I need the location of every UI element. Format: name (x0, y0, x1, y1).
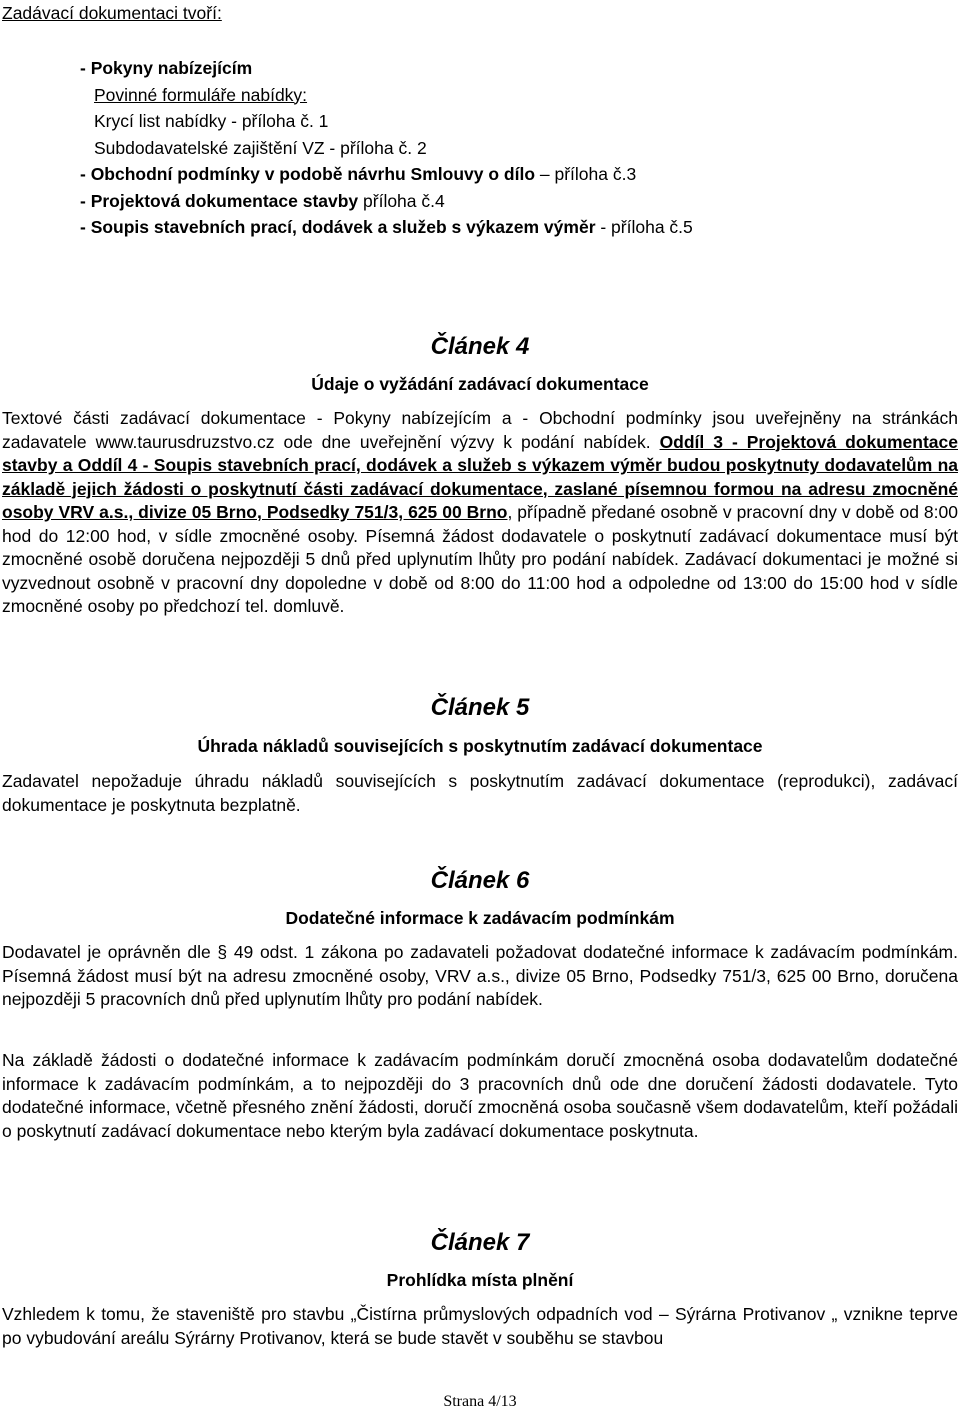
article-subtitle: Úhrada nákladů souvisejících s poskytnutím zadávací dokumentace (197, 736, 763, 756)
list-item (80, 214, 693, 241)
list-subheading: Povinné formuláře nabídky: (94, 84, 308, 105)
list-item-text: - Soupis stavebních prací, dodávek a služeb s výkazem výměr (80, 217, 596, 237)
list-subitem: Subdodavatelské zajištění VZ - příloha č. 2 (94, 137, 427, 158)
list-item-text: - Projektová dokumentace stavby (80, 190, 359, 211)
article-subtitle: Údaje o vyžádání zadávací dokumentace (311, 374, 649, 394)
article-title: Článek 5 (430, 694, 530, 721)
article-title: Článek 6 (430, 867, 530, 894)
article-paragraph: Vzhledem k tomu, že staveniště pro stavbu „Čistírna průmyslových odpadních vod – Sýrárna Protivanov „ vznikne teprve po vybudování areálu Sýrárny Protivanov, která se bude stavět v souběhu se stavbou (2, 1304, 958, 1348)
list-subitem: Krycí list nabídky - příloha č. 1 (94, 111, 329, 131)
section-heading: Zadávací dokumentaci tvoří: (2, 3, 222, 23)
article-title: Článek 7 (430, 1229, 530, 1256)
list-item-ref: příloha č.4 (358, 190, 445, 211)
article-paragraph: Na základě žádosti o dodatečné informace k zadávacím podmínkám doručí zmocněná osoba dodavatelům dodatečné informace k zadávacím podmínkám, a to nejpozději do 3 pracovních dnů ode dne doručení žádosti dodavatele. Tyto dodatečné informace, včetně přesného znění žádosti, doručí zmocněná osoba současně všem dodavatelům, kteří požádali o poskytnutí zadávací dokumentace nebo kterým byla zadávací dokumentace poskytnuta. (2, 1050, 958, 1141)
article-paragraph: Zadavatel nepožaduje úhradu nákladů souvisejících s poskytnutím zadávací dokumentace (reprodukci), zadávací dokumentace je poskytnuta bezplatně. (2, 771, 958, 815)
paragraph-emphasis: Oddíl 3 - Projektová dokumentace stavby a Oddíl 4 - Soupis stavebních prací, dodávek a služeb s výkazem výměr budou poskytnuty dodavatelům na základě jejich žádosti o poskytnutí části zadávací dokumentace, zaslané písemnou formou na adresu zmocněné osoby VRV a.s., divize 05 Brno, Podsedky 751/3, 625 00 Brno (2, 431, 958, 522)
page-number: Strana 4/13 (443, 1393, 517, 1410)
article-title: Článek 4 (430, 333, 530, 360)
article-paragraph: Dodavatel je oprávněn dle § 49 odst. 1 zákona po zadavateli požadovat dodatečné informace k zadávacím podmínkám. Písemná žádost musí být na adresu zmocněné osoby, VRV a.s., divize 05 Brno, Podsedky 751/3, 625 00 Brno, doručena nejpozději 5 pracovních dnů před uplynutím lhůty pro podání nabídek. (2, 942, 958, 1009)
article-subtitle: Dodatečné informace k zadávacím podmínkám (285, 908, 675, 928)
list-item-ref: - příloha č.5 (595, 217, 693, 237)
list-item-ref: – příloha č.3 (535, 164, 637, 184)
list-item (80, 188, 693, 215)
list-item-text: - Obchodní podmínky v podobě návrhu Smlouvy o dílo (80, 164, 536, 184)
documentation-list (80, 55, 693, 241)
paragraph-text: , případně předané osobně v pracovní dny v době od 8:00 hod do 12:00 hod, v sídle zmocněné osoby. Písemná žádost dodavatele o poskytnutí zadávací dokumentace musí být zmocněné osobě doručena nejpozději 5 dnů před uplynutím lhůty pro podání nabídek. Zadávací dokumentaci je možné si vyzvednout osobně v pracovní dny dopoledne v době od 8:00 do 11:00 hod a odpoledne od 13:00 do 15:00 hod v sídle zmocněné osoby po předchozí tel. domluvě. (2, 502, 958, 616)
list-item: - Pokyny nabízejícím (80, 58, 253, 78)
article-subtitle: Prohlídka místa plnění (386, 1270, 574, 1290)
article-paragraph (2, 407, 958, 619)
paragraph-text: Textové části zadávací dokumentace - Pokyny nabízejícím a - Obchodní podmínky jsou uveřejněny na stránkách zadavatele www.taurusdruzstvo.cz ode dne uveřejnění výzvy k podání nabídek. (2, 408, 958, 452)
list-item (80, 161, 693, 188)
